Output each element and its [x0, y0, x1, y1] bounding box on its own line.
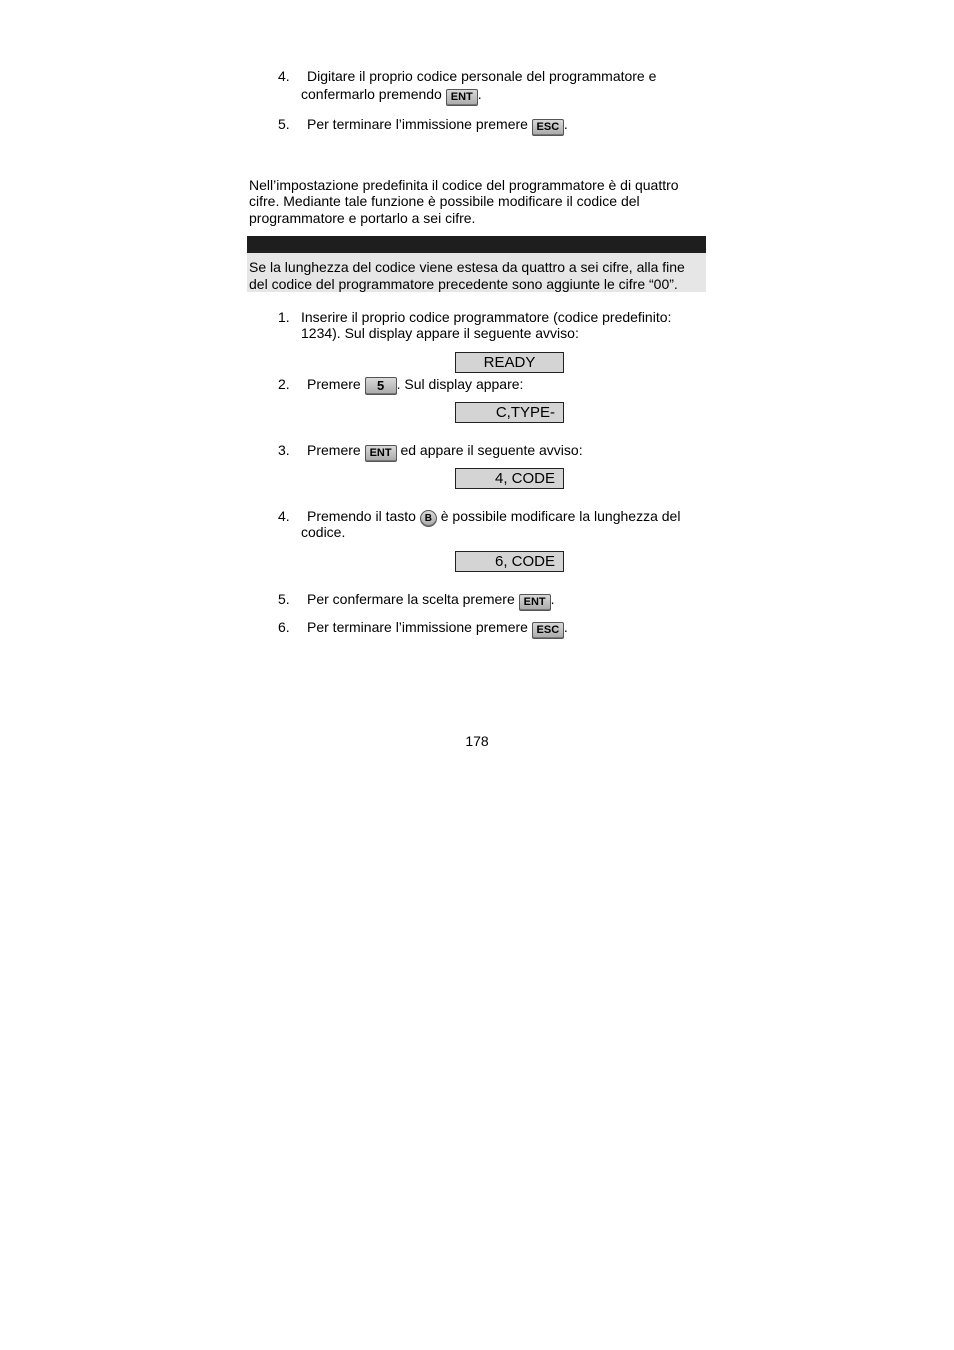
- step-text: 1234). Sul display appare il seguente avviso:: [301, 325, 579, 341]
- step-text: Premere: [307, 442, 361, 458]
- step-text-continued: [301, 86, 482, 106]
- step-text: Premere: [307, 376, 361, 392]
- step-number: 4.: [278, 68, 290, 84]
- step-line: [307, 508, 680, 527]
- display-text: 6, CODE: [494, 553, 555, 570]
- step-number: 2.: [278, 376, 290, 392]
- step-line: [307, 376, 523, 395]
- step-punctuation: .: [563, 619, 568, 635]
- step-number: 1.: [278, 309, 290, 325]
- intro-paragraph-line: Nell’impostazione predefinita il codice del programmatore è di quattro: [249, 177, 679, 193]
- step-text: è possibile modificare la lunghezza del: [440, 508, 681, 524]
- note-text-line: del codice del programmatore precedente sono aggiunte le cifre “00”.: [249, 276, 678, 292]
- digit-5-key-icon: 5: [365, 377, 397, 395]
- b-key-icon: B: [420, 510, 437, 527]
- lcd-display: [455, 402, 564, 423]
- step-text: Per terminare l’immissione premere: [307, 116, 528, 132]
- lcd-display: [455, 551, 564, 572]
- step-line: [307, 442, 583, 462]
- esc-key-icon: ESC: [532, 119, 564, 136]
- step-text: Per terminare l’immissione premere: [307, 619, 528, 635]
- ent-key-icon: ENT: [365, 445, 397, 462]
- step-number: 6.: [278, 619, 290, 635]
- step-text: Per confermare la scelta premere: [307, 591, 515, 607]
- step-line: [307, 619, 568, 639]
- intro-paragraph-line: cifre. Mediante tale funzione è possibile modificare il codice del: [249, 193, 640, 209]
- step-text: Inserire il proprio codice programmatore (codice predefinito:: [301, 309, 672, 325]
- intro-paragraph-line: programmatore e portarlo a sei cifre.: [249, 210, 476, 226]
- ent-key-icon: ENT: [446, 89, 478, 106]
- step-number: 5.: [278, 116, 290, 132]
- lcd-display: [455, 352, 564, 373]
- step-line: [307, 591, 555, 611]
- esc-key-icon: ESC: [532, 622, 564, 639]
- step-text: confermarlo premendo: [301, 86, 442, 102]
- step-text: . Sul display appare:: [396, 376, 524, 392]
- step-text: Premendo il tasto: [307, 508, 416, 524]
- step-punctuation: .: [563, 116, 568, 132]
- page-number: 178: [465, 733, 489, 749]
- note-text-line: Se la lunghezza del codice viene estesa da quattro a sei cifre, alla fine: [249, 259, 685, 275]
- step-text: codice.: [301, 524, 346, 540]
- step-punctuation: .: [550, 591, 555, 607]
- step-number: 5.: [278, 591, 290, 607]
- lcd-display: [455, 468, 564, 489]
- display-text: C,TYPE-: [495, 404, 555, 421]
- display-text: 4, CODE: [494, 470, 555, 487]
- step-text: Digitare il proprio codice personale del programmatore e: [307, 68, 657, 84]
- step-number: 3.: [278, 442, 290, 458]
- note-header-bar: [247, 236, 706, 253]
- step-text: ed appare il seguente avviso:: [400, 442, 583, 458]
- step-punctuation: .: [477, 86, 482, 102]
- step-number: 4.: [278, 508, 290, 524]
- display-text: READY: [483, 354, 536, 371]
- ent-key-icon: ENT: [519, 594, 551, 611]
- step-line: [307, 116, 568, 136]
